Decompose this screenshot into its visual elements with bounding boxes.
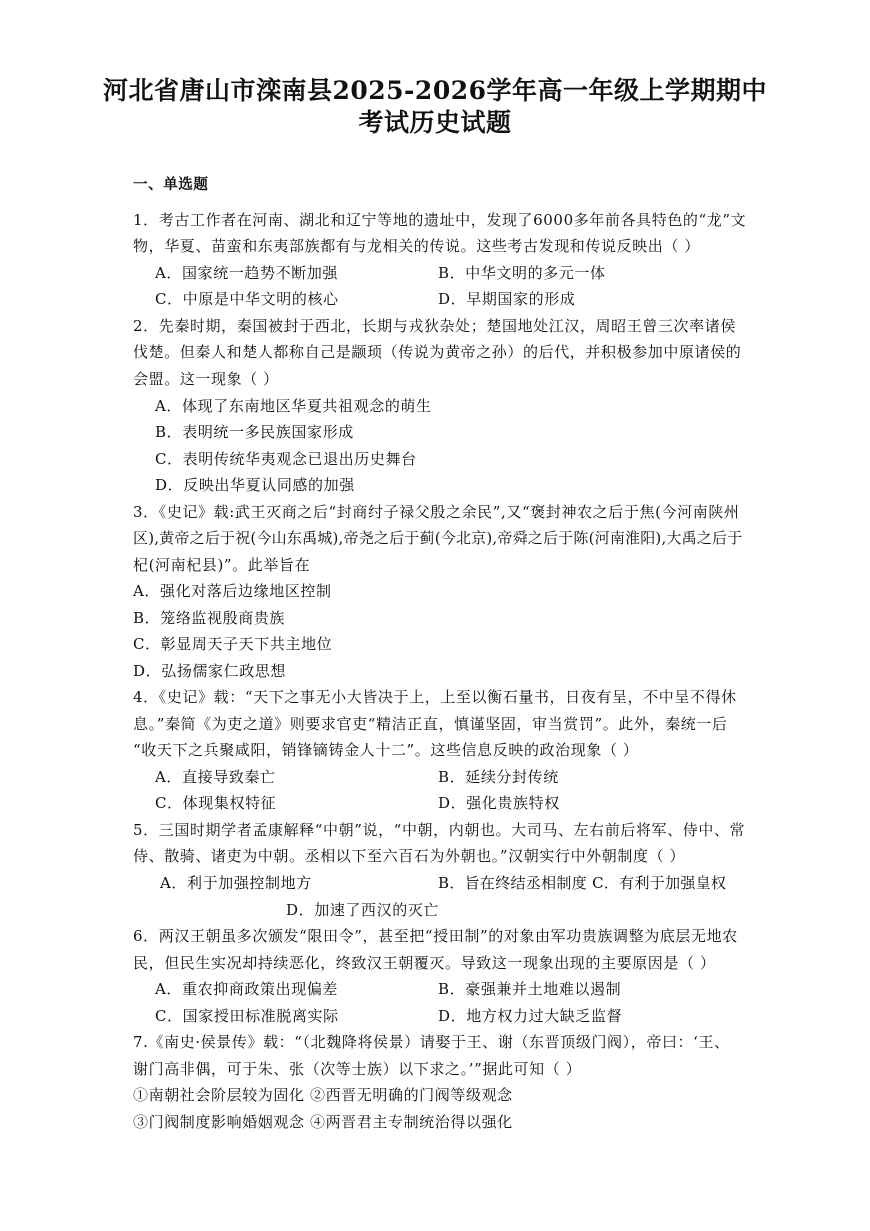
q6-option-c: C．国家授田标准脱离实际 (155, 1007, 339, 1025)
q3-stem-line1: 3．《史记》载:武王灭商之后“封商纣子禄父殷之余民”,又“褒封神农之后于焦(今河南陕州 (133, 503, 740, 521)
q2-option-a: A．体现了东南地区华夏共祖观念的萌生 (155, 397, 432, 415)
exam-title-line2: 考试历史试题 (358, 108, 512, 137)
q2-option-c: C．表明传统华夷观念已退出历史舞台 (155, 450, 417, 468)
q7-stem-line1: 7.《南史·侯景传》载：“（北魏降将侯景）请娶于王、谢（东晋顶级门阀），帝曰：‘王、 (133, 1033, 730, 1051)
q4-option-a: A．直接导致秦亡 (155, 768, 276, 786)
q4-stem-line3: “收天下之兵聚咸阳，销锋镝铸金人十二”。这些信息反映的政治现象（ ） (133, 741, 639, 759)
q1-option-a: A．国家统一趋势不断加强 (155, 264, 339, 282)
q3-option-b: B．笼络监视殷商贵族 (133, 609, 286, 627)
q6-option-a: A．重农抑商政策出现偏差 (155, 980, 339, 998)
q1-option-b: B．中华文明的多元一体 (438, 264, 606, 282)
q2-stem-line2: 伐楚。但秦人和楚人都称自己是颛顼（传说为黄帝之孙）的后代，并积极参加中原诸侯的 (133, 343, 742, 361)
q3-stem-line2: 区),黄帝之后于祝(今山东禹城),帝尧之后于蓟(今北京),帝舜之后于陈(河南淮阳),大禹之后于 (133, 529, 743, 547)
section-heading: 一、单选题 (133, 176, 209, 193)
q5-stem-line1: 5．三国时期学者孟康解释“中朝”说，“中朝，内朝也。大司马、左右前后将军、侍中、常 (133, 821, 746, 839)
q6-option-d: D．地方权力过大缺乏监督 (438, 1007, 623, 1025)
q6-option-b: B．豪强兼并土地难以遏制 (438, 980, 622, 998)
q1-stem-line1: 1．考古工作者在河南、湖北和辽宁等地的遗址中，发现了6000多年前各具特色的“龙”文 (133, 211, 747, 229)
q7-stem-line2: 谢门高非偶，可于朱、张（次等士族）以下求之。’”据此可知（ ） (133, 1060, 582, 1078)
q3-option-a: A．强化对落后边缘地区控制 (133, 582, 332, 600)
q1-stem-line2: 物，华夏、苗蛮和东夷部族都有与龙相关的传说。这些考古发现和传说反映出（ ） (133, 237, 700, 255)
q4-stem-line1: 4．《史记》载：“天下之事无小大皆决于上，上至以衡石量书，日夜有呈，不中呈不得休 (133, 688, 737, 706)
q5-option-a: A．利于加强控制地方 (160, 874, 312, 892)
q2-stem-line3: 会盟。这一现象（ ） (133, 370, 279, 388)
q5-option-d: D．加速了西汉的灭亡 (286, 901, 440, 919)
q4-option-d: D．强化贵族特权 (438, 794, 560, 812)
q2-stem-line1: 2．先秦时期，秦国被封于西北，长期与戎狄杂处；楚国地处江汉，周昭王曾三次率诸侯 (133, 317, 736, 335)
q4-option-c: C．体现集权特征 (155, 794, 277, 812)
q5-option-b-c: B．旨在终结丞相制度 C．有利于加强皇权 (438, 874, 727, 892)
exam-title-line1: 河北省唐山市滦南县2025-2026学年高一年级上学期期中 (102, 76, 768, 105)
q4-stem-line2: 息。”秦简《为吏之道》则要求官吏“精洁正直，慎谨坚固，审当赏罚”。此外，秦统一后 (133, 715, 728, 733)
q1-option-c: C．中原是中华文明的核心 (155, 290, 339, 308)
q7-statements-1-2: ①南朝社会阶层较为固化 ②西晋无明确的门阀等级观念 (133, 1086, 513, 1104)
q3-option-d: D．弘扬儒家仁政思想 (133, 662, 287, 680)
q4-option-b: B．延续分封传统 (438, 768, 559, 786)
q3-stem-line3: 杞(河南杞县)”。此举旨在 (133, 556, 311, 574)
q3-option-c: C．彰显周天子天下共主地位 (133, 635, 333, 653)
q2-option-d: D．反映出华夏认同感的加强 (155, 476, 355, 494)
q6-stem-line1: 6．两汉王朝虽多次颁发“限田令”，甚至把“授田制”的对象由军功贵族调整为底层无地农 (133, 927, 738, 945)
q6-stem-line2: 民，但民生实况却持续恶化，终致汉王朝覆灭。导致这一现象出现的主要原因是（ ） (133, 954, 716, 972)
q5-stem-line2: 侍、散骑、诸吏为中朝。丞相以下至六百石为外朝也。”汉朝实行中外朝制度（ ） (133, 847, 686, 865)
q1-option-d: D．早期国家的形成 (438, 290, 576, 308)
q7-statements-3-4: ③门阀制度影响婚姻观念 ④两晋君主专制统治得以强化 (133, 1113, 513, 1131)
q2-option-b: B．表明统一多民族国家形成 (155, 423, 354, 441)
